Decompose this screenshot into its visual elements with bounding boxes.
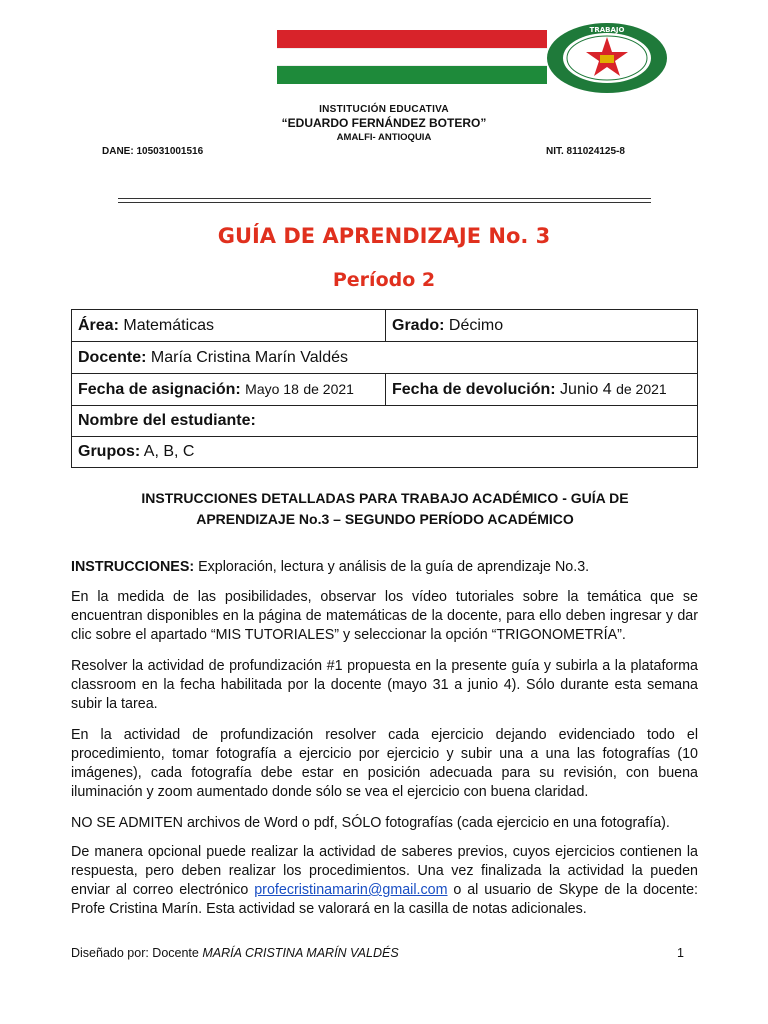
header-divider-bottom bbox=[118, 202, 651, 203]
institution-name: “EDUARDO FERNÁNDEZ BOTERO” bbox=[281, 116, 487, 130]
teacher-cell bbox=[72, 342, 698, 374]
area-value: Matemáticas bbox=[123, 316, 215, 334]
return-date-year: de 2021 bbox=[616, 380, 667, 397]
institution-seal-logo bbox=[545, 20, 670, 95]
groups-value: A, B, C bbox=[143, 443, 195, 460]
optional-activity-text-end: o al usuario de Skype de la docente: Profe Cristina Marín. Esta actividad se valorará en la casilla de notas adicionales. bbox=[71, 882, 698, 917]
guide-info-table bbox=[71, 309, 698, 468]
dane-code: DANE: 105031001516 bbox=[102, 146, 204, 157]
instructions-paragraph-5: NO SE ADMITEN archivos de Word o pdf, SÓLO fotografías (cada ejercicio en una fotografía). bbox=[71, 815, 670, 831]
table-row bbox=[72, 310, 698, 342]
page-number: 1 bbox=[677, 946, 684, 960]
instructions-paragraph-1 bbox=[71, 558, 698, 577]
institution-type: INSTITUCIÓN EDUCATIVA bbox=[319, 104, 449, 115]
instructions-paragraph-4: En la actividad de profundización resolver cada ejercicio dejando evidenciado todo el procedimiento, tomar fotografía a ejercicio por ejercicio y subir una a una las fotografías (10 imágenes), cada fotografía debe estar en posición adecuada para su revisión, con buena iluminación y zoom aumentado donde sólo se vea el ejercicio con buena claridad. bbox=[71, 727, 698, 800]
student-name-label: Nombre del estudiante: bbox=[78, 412, 256, 429]
flag-stripe-white bbox=[277, 48, 547, 66]
instructions-label: INSTRUCCIONES: bbox=[71, 559, 195, 575]
groups-label: Grupos: bbox=[78, 443, 141, 460]
footer-author: MARÍA CRISTINA MARÍN VALDÉS bbox=[202, 946, 399, 960]
instructions-paragraph-6 bbox=[71, 843, 698, 919]
table-row bbox=[72, 437, 698, 468]
nit-code: NIT. 811024125-8 bbox=[546, 146, 625, 157]
footer-credit bbox=[71, 946, 399, 960]
assignment-date-value: Mayo 18 bbox=[245, 380, 299, 397]
seal-text: TRABAJO bbox=[589, 26, 625, 34]
grade-cell bbox=[386, 310, 698, 342]
grade-label: Grado: bbox=[392, 316, 445, 334]
flag-stripe-red bbox=[277, 30, 547, 48]
period-title: Período 2 bbox=[332, 269, 436, 291]
instructions-heading bbox=[100, 488, 670, 530]
teacher-value: María Cristina Marín Valdés bbox=[150, 348, 349, 366]
return-date-value: Junio 4 bbox=[560, 380, 612, 398]
assignment-date-label: Fecha de asignación: bbox=[78, 380, 241, 398]
area-label: Área: bbox=[78, 316, 119, 334]
guide-title: GUÍA DE APRENDIZAJE No. 3 bbox=[217, 224, 551, 248]
assignment-date-cell bbox=[72, 374, 386, 406]
institution-location: AMALFI- ANTIOQUIA bbox=[336, 132, 432, 143]
instructions-paragraph-3: Resolver la actividad de profundización #1 propuesta en la presente guía y subirla a la plataforma classroom en la fecha habilitada por la docente (mayo 31 a junio 4). Sólo durante esta semana subir la tarea. bbox=[71, 658, 698, 712]
instructions-paragraph-2: En la medida de las posibilidades, observar los vídeo tutoriales sobre la temática que se encuentran disponibles en la página de matemáticas de la docente, para ello deben ingresar y dar clic sobre el apartado “MIS TUTORIALES” y seleccionar la opción “TRIGONOMETRÍA”. bbox=[71, 589, 698, 643]
groups-cell bbox=[72, 437, 698, 468]
instructions-heading-line2: APRENDIZAJE No.3 – SEGUNDO PERÍODO ACADÉMICO bbox=[196, 511, 574, 527]
table-row bbox=[72, 374, 698, 406]
teacher-label: Docente: bbox=[78, 348, 147, 366]
table-row bbox=[72, 406, 698, 437]
grade-value: Décimo bbox=[448, 316, 504, 334]
instructions-heading-line1: INSTRUCCIONES DETALLADAS PARA TRABAJO ACADÉMICO - GUÍA DE bbox=[141, 490, 629, 506]
return-date-label: Fecha de devolución: bbox=[392, 380, 556, 398]
optional-activity-text: De manera opcional puede realizar la actividad de saberes previos, cuyos ejercicios contienen la respuesta, pero deben realizar los procedimientos. Una vez finalizada la actividad la pueden enviar al correo electrónico bbox=[71, 844, 698, 898]
return-date-cell bbox=[386, 374, 698, 406]
header-divider-top bbox=[118, 198, 651, 199]
teacher-email-link[interactable]: profecristinamarin@gmail.com bbox=[254, 882, 448, 898]
flag-stripe-green bbox=[277, 66, 547, 84]
assignment-date-year: de 2021 bbox=[303, 380, 354, 397]
table-row bbox=[72, 342, 698, 374]
area-cell bbox=[72, 310, 386, 342]
institution-flag bbox=[277, 30, 547, 84]
student-name-cell bbox=[72, 406, 698, 437]
instructions-intro: Exploración, lectura y análisis de la guía de aprendizaje No.3. bbox=[194, 559, 590, 575]
footer-prefix: Diseñado por: Docente bbox=[71, 946, 203, 960]
